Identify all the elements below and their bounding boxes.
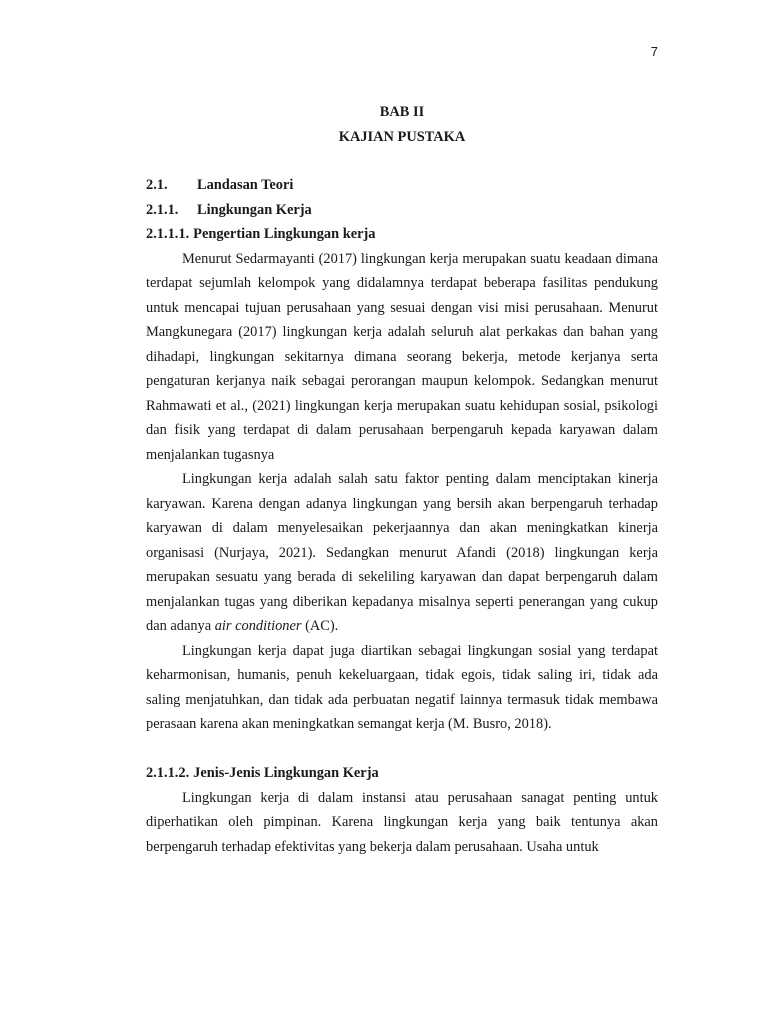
paragraph-2-end: (AC). bbox=[301, 618, 339, 634]
section-number: 2.1. bbox=[146, 177, 168, 193]
chapter-label: BAB II bbox=[379, 104, 425, 120]
section-title: Pengertian Lingkungan kerja bbox=[193, 226, 376, 242]
paragraph-3: Lingkungan kerja dapat juga diartikan sebagai lingkungan sosial yang terdapat keharmonisan, humanis, penuh kekeluargaan, tidak egois, tidak saling iri, tidak ada saling menjatuhkan, dan tidak ada perbuatan negatif lainnya termasuk tidak membawa perasaan karena akan meningkatkan semangat kerja (M. Busro, 2018). bbox=[146, 642, 658, 732]
document-body bbox=[146, 100, 658, 859]
section-title: Jenis-Jenis Lingkungan Kerja bbox=[193, 765, 379, 781]
spacer bbox=[146, 737, 658, 762]
section-heading-2-1-1-1 bbox=[146, 222, 658, 247]
section-number: 2.1.1.2. bbox=[146, 765, 190, 781]
paragraph-2 bbox=[146, 467, 658, 639]
paragraph-2-text: Lingkungan kerja adalah salah satu faktor penting dalam menciptakan kinerja karyawan. Karena dengan adanya lingkungan yang bersih akan berpengaruh terhadap karyawan di dalam menyelesaikan pekerjaannya dan akan meningkatkan kinerja organisasi (Nurjaya, 2021). Sedangkan menurut Afandi (2018) lingkungan kerja merupakan sesuatu yang berada di sekeliling karyawan dan dapat berpengaruh dalam menjalankan tugas yang diberikan kepadanya misalnya seperti penerangan yang cukup dan adanya bbox=[146, 471, 658, 634]
paragraph-1: Menurut Sedarmayanti (2017) lingkungan kerja merupakan suatu keadaan dimana terdapat sejumlah kelompok yang didalamnya terdapat beberapa fasilitas pendukung untuk mencapai tujuan perusahaan yang sesuai dengan visi misi perusahaan. Menurut Mangkunegara (2017) lingkungan kerja adalah seluruh alat perkakas dan bahan yang dihadapi, lingkungan sekitarnya dimana seorang bekerja, metode kerjanya serta pengaturan kerjanya naik sebagai perorangan maupun kelompok. Sedangkan menurut Rahmawati et al., (2021) lingkungan kerja merupakan suatu kehidupan sosial, psikologi dan fisik yang terdapat di dalam perusahaan berpengaruh kepada karyawan dalam menjalankan tugasnya bbox=[146, 250, 658, 463]
chapter-title: KAJIAN PUSTAKA bbox=[338, 128, 466, 145]
section-title: Lingkungan Kerja bbox=[197, 201, 312, 218]
page-number: 7 bbox=[650, 44, 658, 59]
section-title: Landasan Teori bbox=[197, 177, 294, 193]
section-heading-2-1-1-2 bbox=[146, 761, 658, 786]
section-number: 2.1.1. bbox=[146, 201, 179, 218]
paragraph-4: Lingkungan kerja di dalam instansi atau perusahaan sanagat penting untuk diperhatikan oleh pimpinan. Karena lingkungan kerja yang baik tentunya akan berpengaruh terhadap efektivitas yang bekerja dalam perusahaan. Usaha untuk bbox=[146, 789, 658, 855]
section-heading-2-1-1 bbox=[146, 198, 658, 223]
paragraph-2-italic: air conditioner bbox=[214, 618, 302, 634]
section-heading-2-1 bbox=[146, 173, 658, 198]
section-number: 2.1.1.1. bbox=[146, 226, 190, 242]
